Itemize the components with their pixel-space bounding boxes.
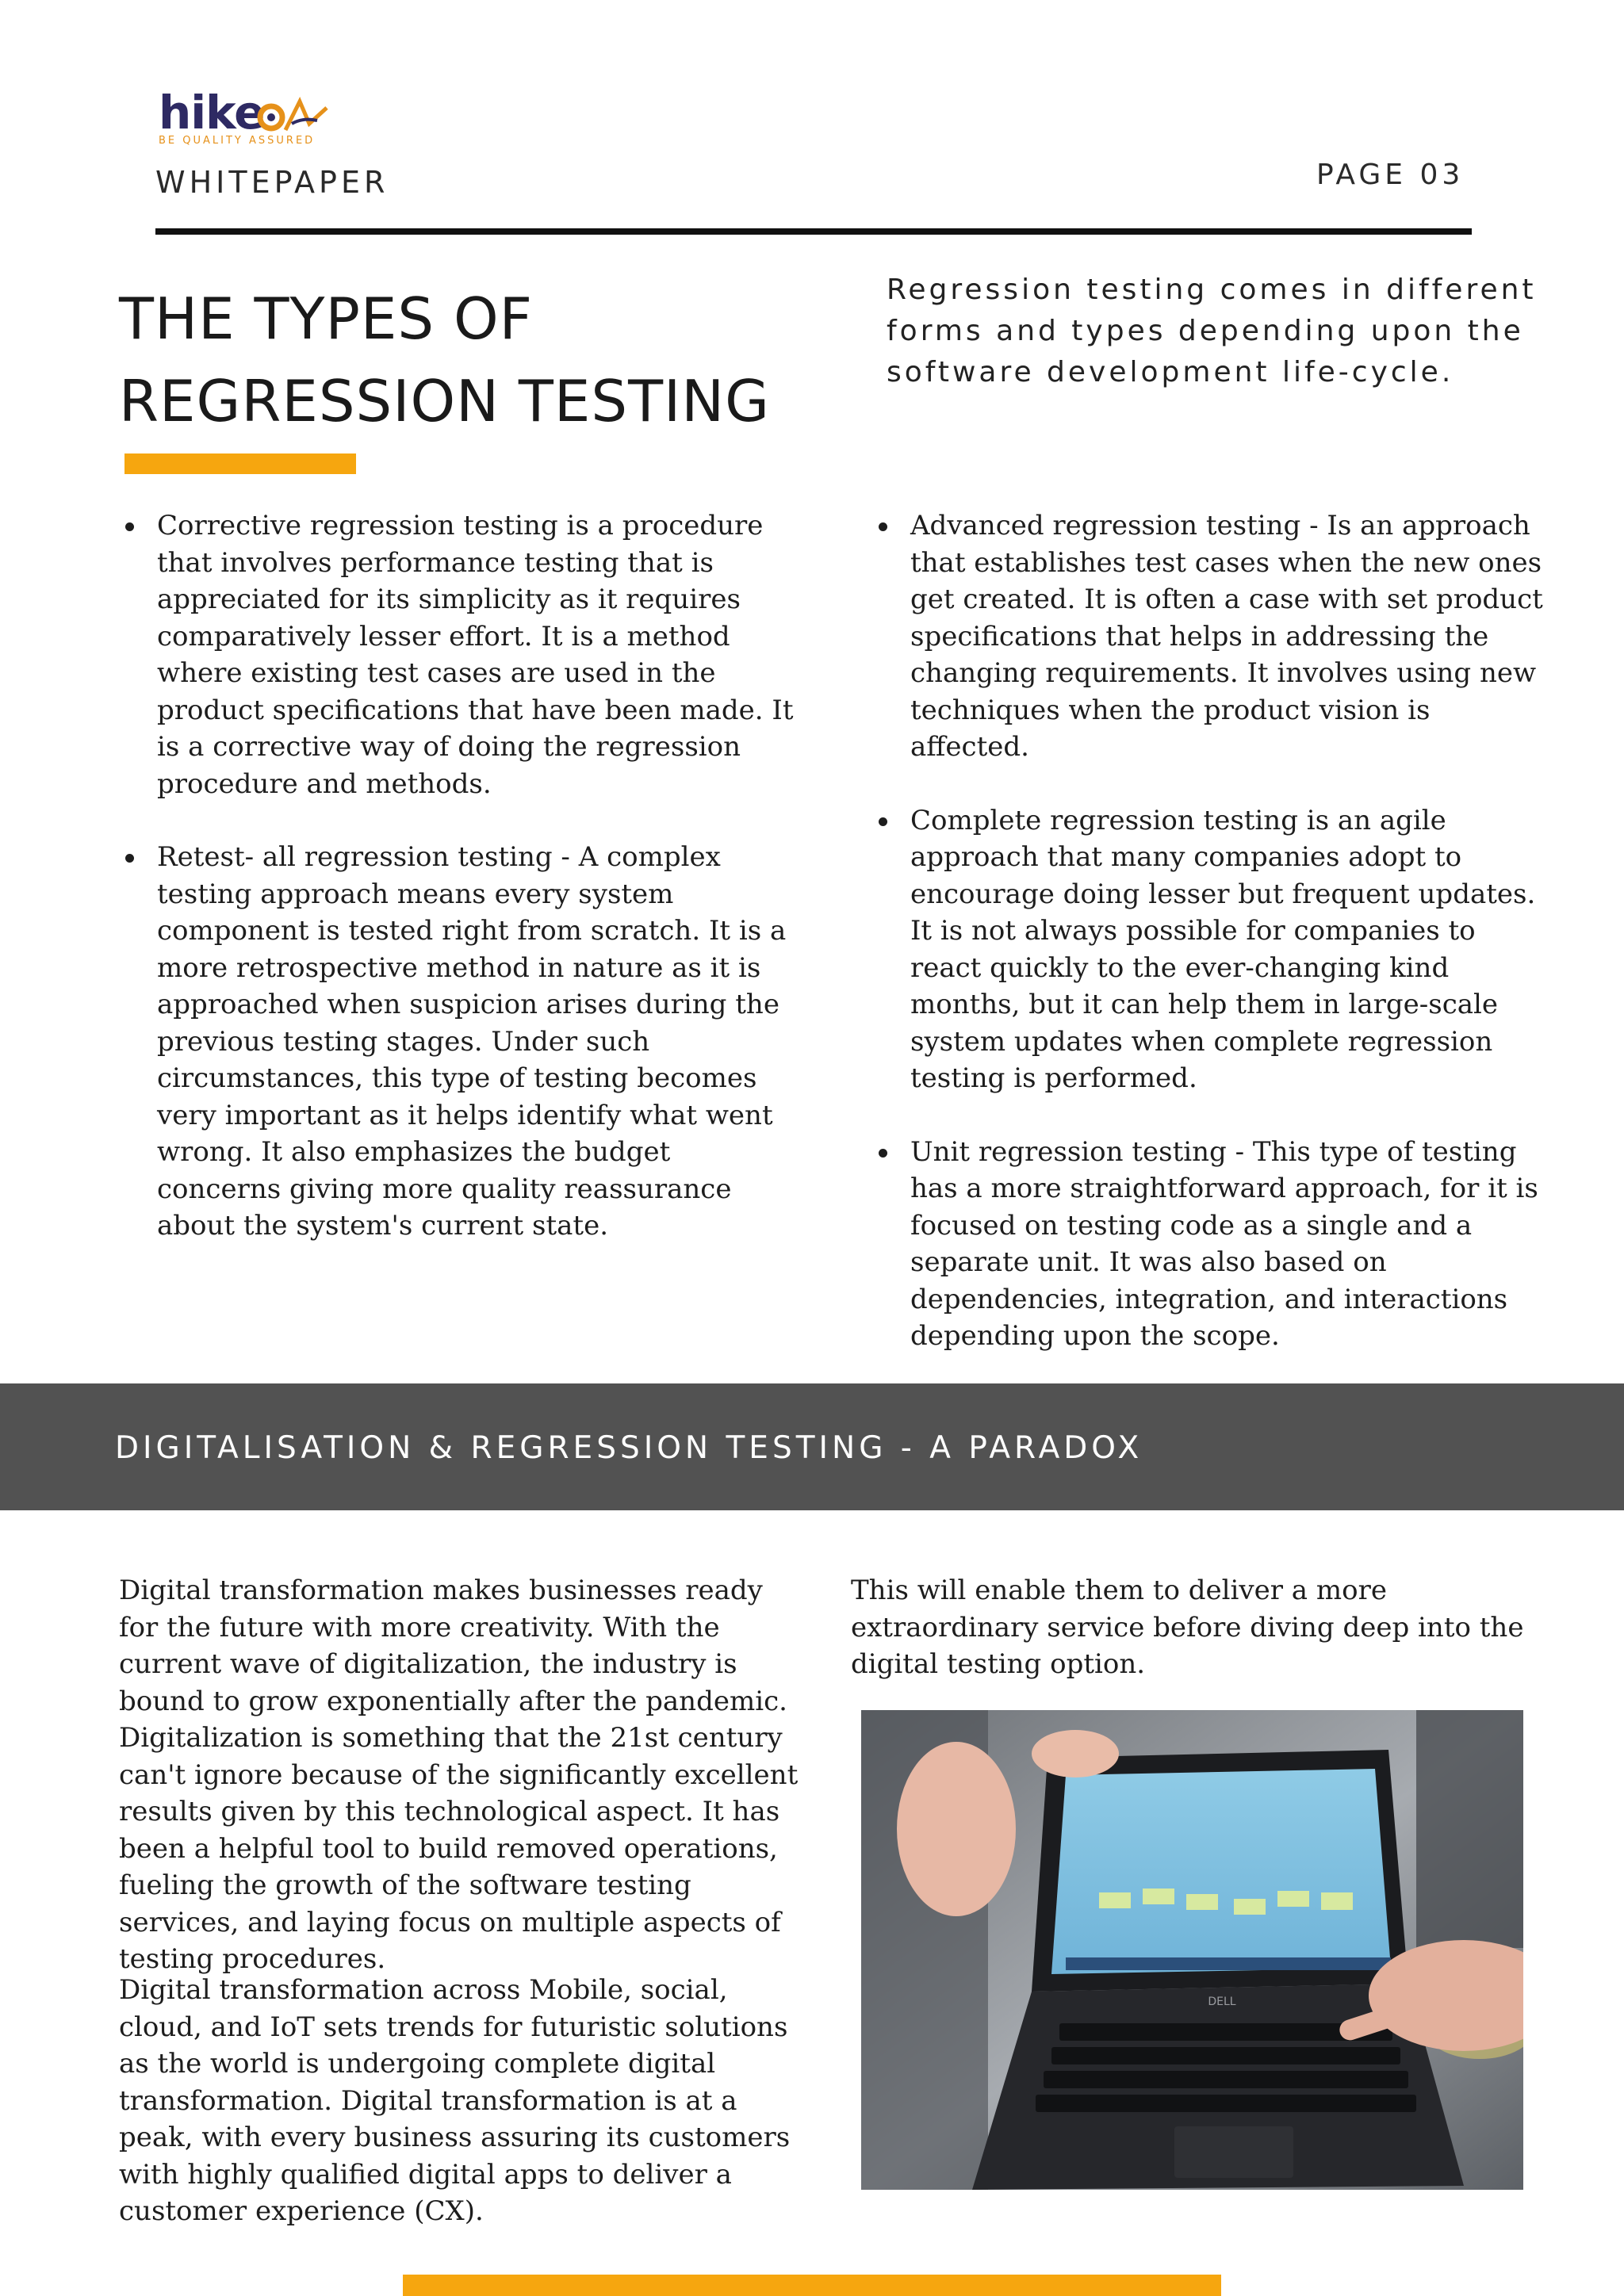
title-line-1: THE TYPES OF bbox=[119, 285, 534, 352]
laptop-illustration bbox=[861, 1710, 1523, 2190]
left-bullet-column bbox=[119, 507, 801, 1281]
bullet-corrective: Corrective regression testing is a procedure that involves performance testing that is appreciated for its simplicity as it requires comparatively lesser effort. It is a method where existing test cases are used in the product specifications that have been made. It is a corrective way of doing the regression procedure and methods. bbox=[119, 507, 801, 802]
right-bullet-column bbox=[872, 507, 1554, 1391]
paragraph-1: Digital transformation makes businesses ready for the future with more creativity. With the current wave of digitalization, the industry is bound to grow exponentially after the pandemic. Digitalization is something that the 21st century can't ignore because of the significantly excellent results given by this technological aspect. It has been a helpful tool to build removed operations, fueling the growth of the software testing services, and laying focus on multiple aspects of testing procedures. bbox=[119, 1575, 799, 1975]
laptop-photo bbox=[861, 1710, 1523, 2190]
document-label: WHITEPAPER bbox=[155, 165, 389, 200]
logo-mark-icon bbox=[254, 94, 333, 141]
section-title bbox=[119, 277, 848, 442]
paragraph-3: This will enable them to deliver a more extraordinary service before diving deep into the digital testing option. bbox=[851, 1575, 1524, 1680]
intro-text: Regression testing comes in different forms and types depending upon the software development life-cycle. bbox=[887, 274, 1537, 388]
title-line-2: REGRESSION TESTING bbox=[119, 368, 770, 434]
header-divider bbox=[155, 228, 1472, 235]
logo-text: hike bbox=[159, 86, 265, 140]
footer-accent-bar bbox=[403, 2275, 1221, 2296]
logo-tagline: BE QUALITY ASSURED bbox=[159, 135, 316, 147]
bullet-unit: Unit regression testing - This type of testing has a more straightforward approach, for it is focused on testing code as a single and a separate unit. It was also based on dependencies, integration, and interactions depending upon the scope. bbox=[872, 1134, 1554, 1355]
page-number: PAGE 03 bbox=[1316, 159, 1465, 191]
bullet-complete: Complete regression testing is an agile approach that many companies adopt to encourage doing lesser but frequent updates. It is not always possible for companies to react quickly to the ever-changing kind months, but it can help them in large-scale system updates when complete regression testing is performed. bbox=[872, 802, 1554, 1097]
paragraph-2: Digital transformation across Mobile, social, cloud, and IoT sets trends for futuristic solutions as the world is undergoing complete digital transformation. Digital transformation is at a peak, with every business assuring its customers with highly qualified digital apps to deliver a customer experience (CX). bbox=[119, 1974, 791, 2227]
section-heading: DIGITALISATION & REGRESSION TESTING - A PARADOX bbox=[115, 1430, 1143, 1466]
laptop-brand-label: DELL bbox=[1208, 1996, 1236, 2008]
bullet-retest-all: Retest- all regression testing - A complex testing approach means every system component is tested right from scratch. It is a more retrospective method in nature as it is approached when suspicion arises during the previous testing stages. Under such circumstances, this type of testing becomes very important as it helps identify what went wrong. It also emphasizes the budget concerns giving more quality reassurance about the system's current state. bbox=[119, 839, 801, 1245]
bullet-advanced: Advanced regression testing - Is an approach that establishes test cases when the new ones get created. It is often a case with set product specifications that helps in addressing the changing requirements. It involves using new techniques when the product vision is affected. bbox=[872, 507, 1554, 766]
title-accent-bar bbox=[124, 453, 356, 474]
